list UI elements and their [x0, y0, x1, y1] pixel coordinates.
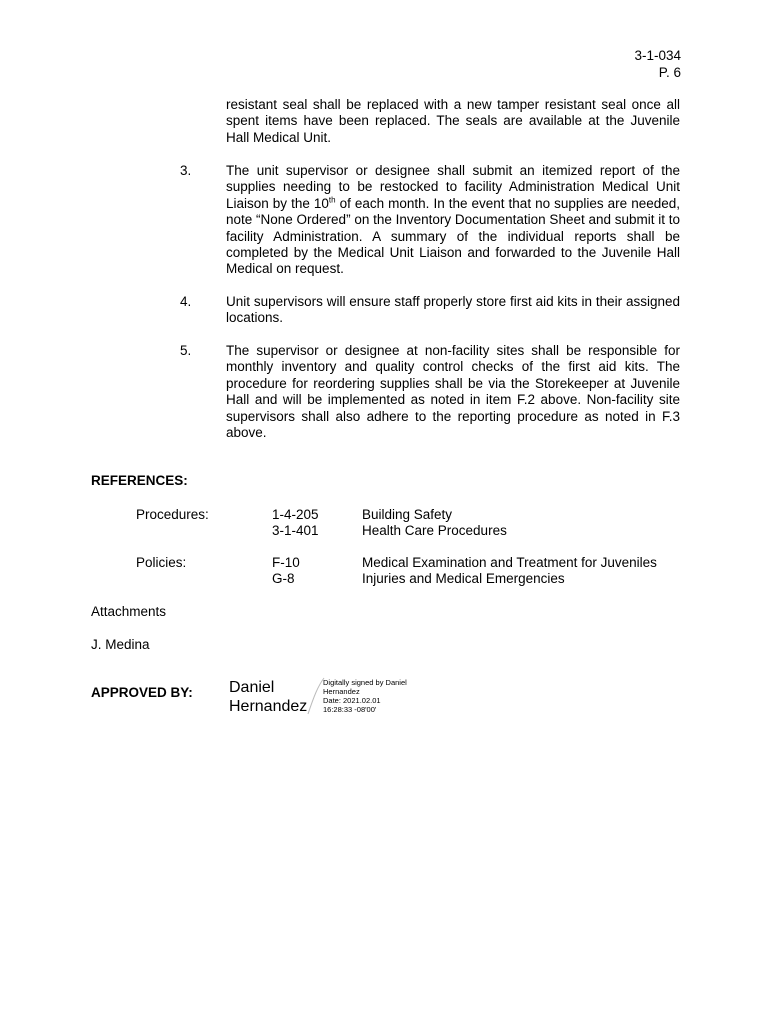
procedure-title: Health Care Procedures	[362, 523, 507, 538]
approved-by-label: APPROVED BY:	[91, 685, 193, 700]
procedures-label: Procedures:	[136, 507, 209, 522]
policies-label: Policies:	[136, 555, 187, 570]
item-3-text	[226, 163, 680, 278]
digital-signature-block	[323, 678, 407, 714]
digital-signature-line: Digitally signed by Daniel	[323, 678, 407, 687]
procedure-code: 3-1-401	[272, 523, 319, 538]
signer-first-name: Daniel	[229, 679, 275, 696]
digital-signature-line: Hernandez	[323, 687, 360, 696]
doc-number: 3-1-034	[634, 48, 681, 63]
item-5-number: 5.	[180, 343, 192, 358]
signer-name	[229, 678, 307, 716]
author-initials: J. Medina	[91, 637, 150, 652]
policy-code: F-10	[272, 555, 300, 570]
digital-signature-line: Date: 2021.02.01	[323, 696, 381, 705]
item-4-number: 4.	[180, 294, 192, 309]
procedure-code: 1-4-205	[272, 507, 319, 522]
digital-signature-line: 16:28:33 -08'00'	[323, 705, 377, 714]
references-heading: REFERENCES:	[91, 473, 188, 488]
policy-title: Injuries and Medical Emergencies	[362, 571, 565, 586]
procedure-title: Building Safety	[362, 507, 453, 522]
signer-last-name: Hernandez	[229, 698, 308, 715]
item-3-superscript: th	[328, 195, 336, 205]
item-3-text-b: of each month. In the event that no supplies are needed, note “None Ordered” on the Inventory Documentation Sheet and submit it to facility Administration. A summary of the individual reports shall be completed by the Medical Unit Liaison and forwarded to the Juvenile Hall Medical on request.	[226, 195, 681, 277]
item-4-text: Unit supervisors will ensure staff properly store first aid kits in their assigned locations.	[226, 294, 680, 326]
policy-code: G-8	[272, 571, 295, 586]
policy-title: Medical Examination and Treatment for Juveniles	[362, 555, 657, 570]
item-3-number: 3.	[180, 163, 192, 178]
page-header	[634, 47, 681, 81]
attachments-label: Attachments	[91, 604, 167, 619]
continuation-paragraph: resistant seal shall be replaced with a new tamper resistant seal once all spent items have been replaced. The seals are available at the Juvenile Hall Medical Unit.	[226, 97, 680, 145]
page-number: P. 6	[658, 65, 681, 80]
item-5-text: The supervisor or designee at non-facility sites shall be responsible for monthly inventory and quality control checks of the first aid kits. The procedure for reordering supplies shall be via the Storekeeper at Juvenile Hall and will be implemented as noted in item F.2 above. Non-facility site supervisors shall also adhere to the reporting procedure as noted in F.3 above.	[226, 343, 680, 441]
item-3-text-a: The unit supervisor or designee shall submit an itemized report of the supplies needing to be restocked to facility Administration Medical Unit Liaison by the 10	[226, 163, 680, 211]
